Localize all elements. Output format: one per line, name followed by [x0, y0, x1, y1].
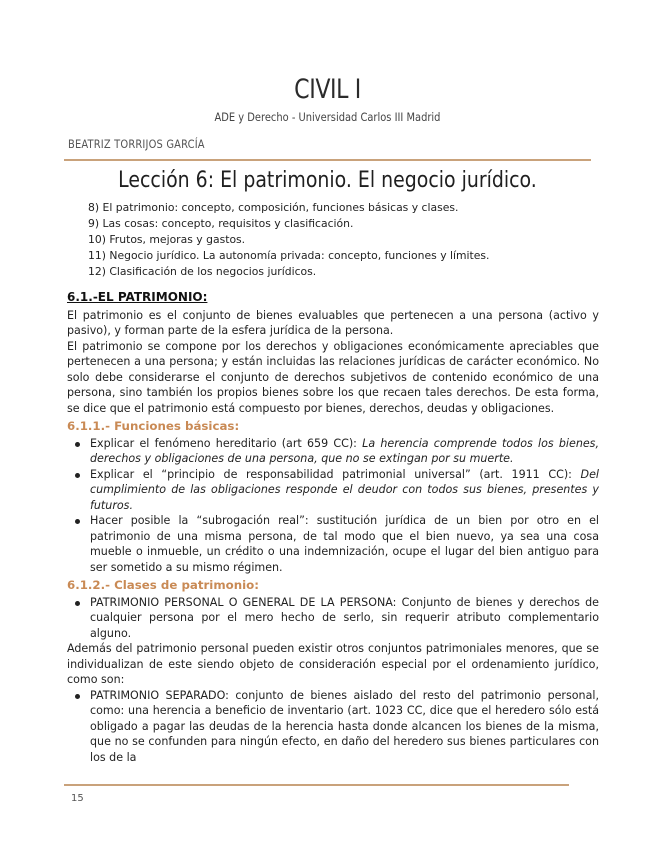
- list-item-quote: Del cumplimiento de las obligaciones responde el deudor con todos sus bienes, presentes y futuros.: [90, 467, 599, 512]
- document-title: CIVIL I: [294, 74, 361, 105]
- toc-item: 10) Frutos, mejoras y gastos.: [88, 233, 246, 246]
- bullet-icon: [75, 519, 80, 524]
- bullet-icon: [75, 473, 80, 478]
- bullet-icon: [75, 694, 80, 699]
- list-item: [67, 688, 599, 766]
- subsection-heading: 6.1.2.- Clases de patrimonio:: [67, 578, 260, 592]
- list-item-text: PATRIMONIO PERSONAL O GENERAL DE LA PERSONA: Conjunto de bienes y derechos de cualquier persona por el mero hecho de serlo, sin requerir atributo complementario alguno.: [90, 595, 599, 640]
- bullet-icon: [75, 442, 80, 447]
- paragraph: El patrimonio se compone por los derechos y obligaciones económicamente apreciables que pertenecen a una persona; y están incluidas las relaciones jurídicas de carácter económico. No solo debe considerarse el conjunto de derechos subjetivos de contenido económico de una persona, sino también los propios bienes sobre los que recaen tales derechos. De esta forma, se dice que el patrimonio está compuesto por bienes, derechos, deudas y obligaciones.: [67, 339, 599, 415]
- list-item-text: PATRIMONIO SEPARADO: conjunto de bienes aislado del resto del patrimonio personal, como: una herencia a beneficio de inventario (art. 1023 CC, dice que el heredero sólo está obligado a pagar las deudas de la herencia hasta donde alcancen los bienes de la misma, que no se confunden para ningún efecto, en daño del heredero sus bienes particulares con los de la: [90, 688, 599, 764]
- paragraph: Además del patrimonio personal pueden existir otros conjuntos patrimoniales menores, que se individualizan de este siendo objeto de consideración especial por el ordenamiento jurídico, como son:: [67, 642, 599, 686]
- list-item: [67, 467, 599, 514]
- list-item: [67, 436, 599, 467]
- bullet-list: [67, 688, 599, 766]
- toc-item: 9) Las cosas: concepto, requisitos y clasificación.: [88, 217, 354, 230]
- document-subtitle: ADE y Derecho - Universidad Carlos III Madrid: [214, 110, 441, 124]
- bullet-list: [67, 595, 599, 642]
- list-item-text: Explicar el fenómeno hereditario (art 659 CC):: [90, 436, 363, 450]
- toc-item: 8) El patrimonio: concepto, composición, funciones básicas y clases.: [88, 201, 459, 214]
- author-name: BEATRIZ TORRIJOS GARCÍA: [68, 137, 205, 151]
- main-content: [67, 290, 599, 765]
- subsection-heading: 6.1.1.- Funciones básicas:: [67, 419, 240, 433]
- list-item: [67, 595, 599, 642]
- section-heading: 6.1.-EL PATRIMONIO:: [67, 290, 208, 304]
- header-divider: [64, 159, 591, 161]
- bullet-icon: [75, 601, 80, 606]
- bullet-list: [67, 436, 599, 576]
- toc-item: 11) Negocio jurídico. La autonomía privada: concepto, funciones y límites.: [88, 249, 490, 262]
- list-item-text: Explicar el “principio de responsabilidad patrimonial universal” (art. 1911 CC):: [90, 467, 581, 481]
- page-number: 15: [71, 793, 84, 804]
- list-item: [67, 513, 599, 575]
- list-item-text: Hacer posible la “subrogación real”: sustitución jurídica de un bien por otro en el patrimonio de una misma persona, de tal modo que el bien nuevo, ya sea una cosa mueble o inmueble, un crédito o una indemnización, ocupe el lugar del bien antiguo para ser sometido a su mismo régimen.: [90, 514, 599, 574]
- list-item-quote: La herencia comprende todos los bienes, derechos y obligaciones de una persona, que no se extingan por su muerte.: [90, 436, 599, 465]
- table-of-contents: [88, 200, 489, 280]
- footer-divider: [64, 784, 569, 786]
- lesson-title: Lección 6: El patrimonio. El negocio jurídico.: [118, 168, 537, 193]
- toc-item: 12) Clasificación de los negocios jurídicos.: [88, 265, 317, 278]
- paragraph: El patrimonio es el conjunto de bienes evaluables que pertenecen a una persona (activo y pasivo), y forman parte de la esfera jurídica de la persona.: [67, 308, 599, 337]
